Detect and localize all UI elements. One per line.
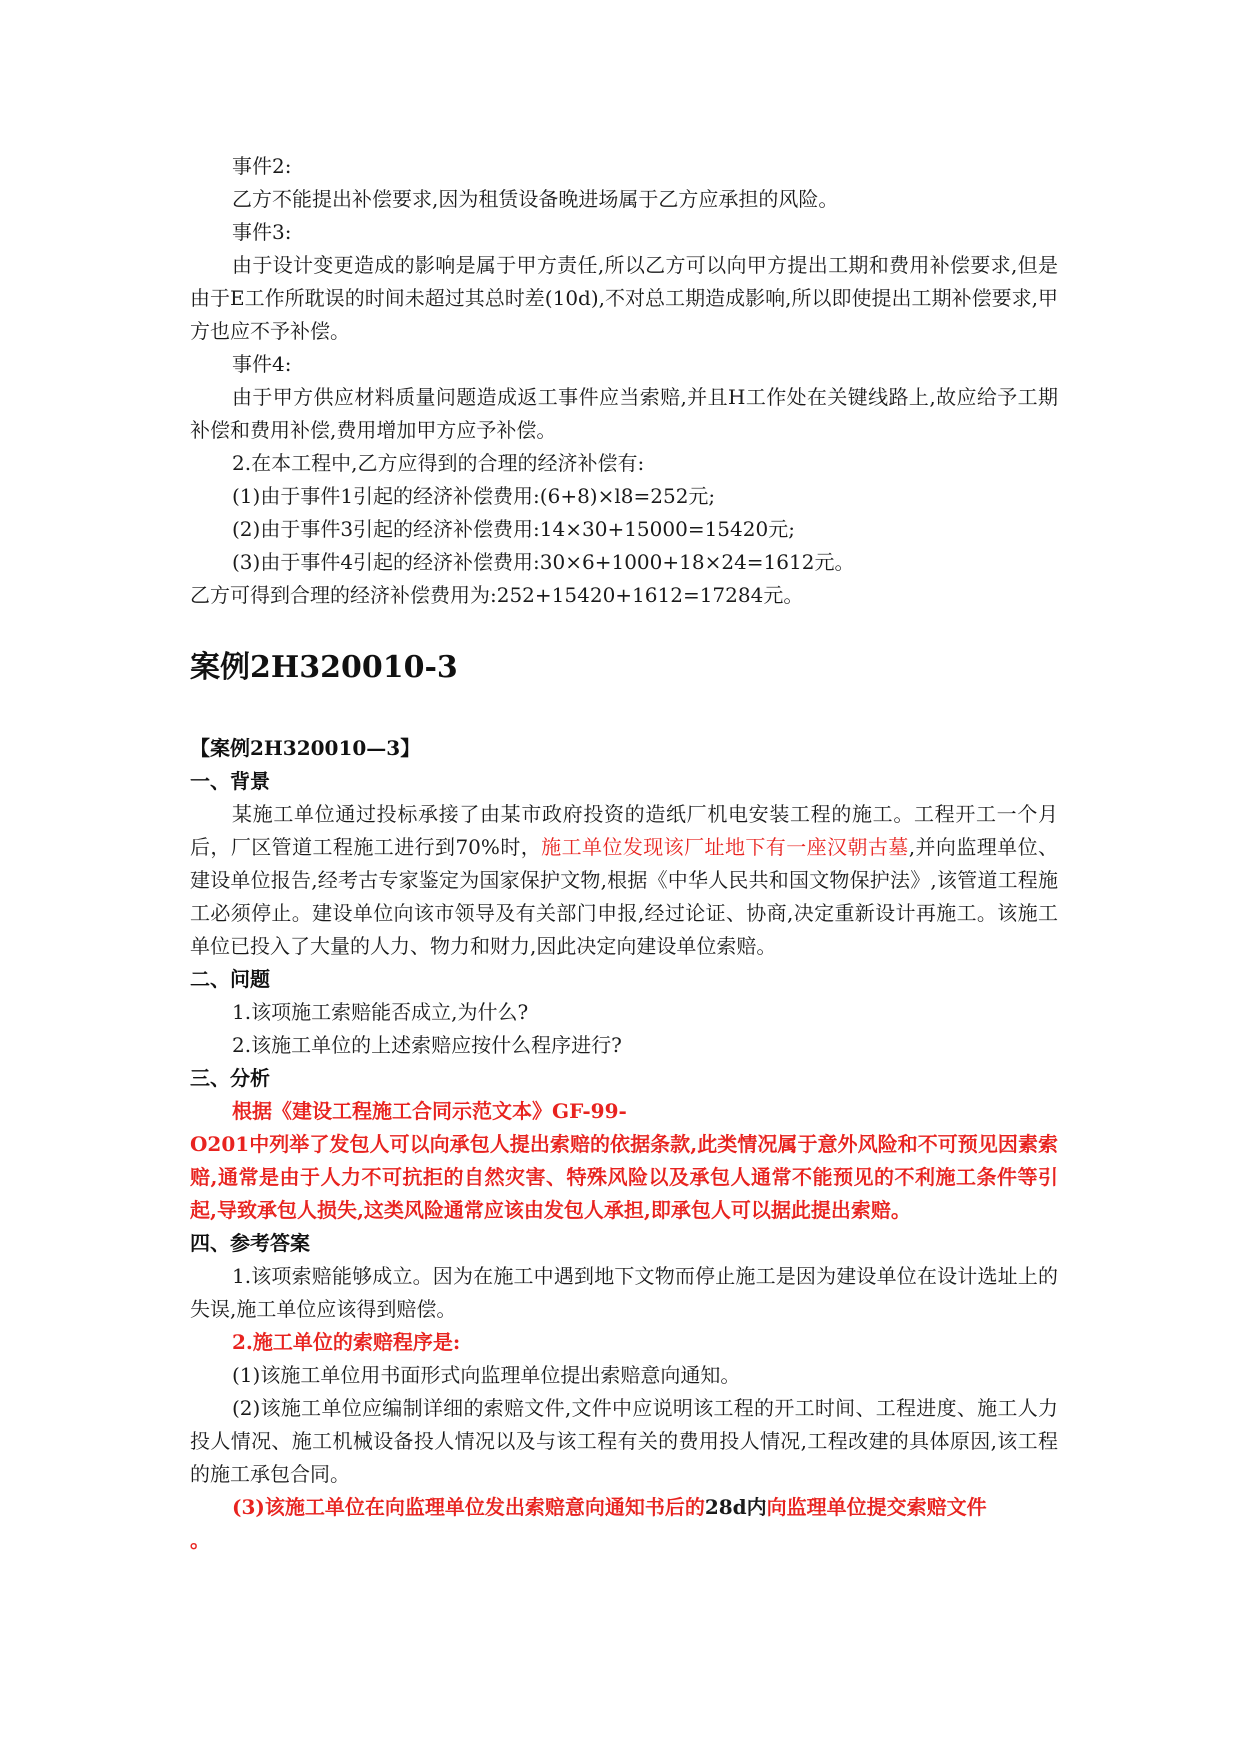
- event2-label: 事件2:: [232, 154, 292, 178]
- compensation-item-1: (1)由于事件1引起的经济补偿费用:(6+8)×l8=252元;: [232, 484, 716, 508]
- compensation-total: 乙方可得到合理的经济补偿费用为:252+15420+1612=17284元。: [190, 583, 804, 607]
- question2-intro: 2.在本工程中,乙方应得到的合理的经济补偿有:: [232, 451, 645, 475]
- answer-2-step-1: (1)该施工单位用书面形式向监理单位提出索赔意向通知。: [232, 1363, 741, 1387]
- background-text-2: ,并向监理单位、建设单位报告,经考古专家鉴定为国家保护文物,根据《中华人民共和国文物保护法》,该管道工程施工必须停止。建设单位向该市领导及有关部门申报,经过论证、协商,决定重新设计再施工。该施工单位已投入了大量的人力、物力和财力,因此决定向建设单位索赔。: [190, 835, 1059, 958]
- answer-1: 1.该项索赔能够成立。因为在施工中遇到地下文物而停止施工是因为建设单位在设计选址上的失误,施工单位应该得到赔偿。: [190, 1264, 1058, 1321]
- section-questions-heading: 二、问题: [190, 967, 270, 991]
- section-answers-heading: 四、参考答案: [190, 1231, 310, 1255]
- event3-label: 事件3:: [232, 220, 292, 244]
- section-analysis-heading: 三、分析: [190, 1066, 270, 1090]
- background-highlight: 施工单位发现该厂址地下有一座汉朝古墓: [541, 835, 909, 859]
- step3-text-1: (3)该施工单位在向监理单位发出索赔意向通知书后的: [232, 1495, 705, 1519]
- compensation-item-3: (3)由于事件4引起的经济补偿费用:30×6+1000+18×24=1612元。: [232, 550, 855, 574]
- event2-text: 乙方不能提出补偿要求,因为租赁设备晚进场属于乙方应承担的风险。: [232, 187, 839, 211]
- event4-label: 事件4:: [232, 352, 292, 376]
- question-2: 2.该施工单位的上述索赔应按什么程序进行?: [232, 1033, 622, 1057]
- analysis-text: O201中列举了发包人可以向承包人提出索赔的依据条款,此类情况属于意外风险和不可预见因素索赔,通常是由于人力不可抗拒的自然灾害、特殊风险以及承包人通常不能预见的不利施工条件等引起,导致承包人损失,这类风险通常应该由发包人承担,即承包人可以据此提出索赔。: [190, 1132, 1058, 1222]
- section-background-heading: 一、背景: [190, 769, 270, 793]
- step3-text-2: 向监理单位提交索赔文件: [766, 1495, 987, 1519]
- background-paragraph: [190, 798, 1058, 963]
- analysis-line-1: 根据《建设工程施工合同示范文本》GF-99-: [232, 1099, 627, 1123]
- answer-2-heading: 2.施工单位的索赔程序是:: [232, 1330, 461, 1354]
- case-title: 案例2H320010-3: [190, 650, 458, 685]
- answer-2-step-3: [190, 1491, 1058, 1524]
- case-bracket-title: 【案例2H320010—3】: [190, 736, 421, 760]
- question-1: 1.该项施工索赔能否成立,为什么?: [232, 1000, 529, 1024]
- compensation-item-2: (2)由于事件3引起的经济补偿费用:14×30+15000=15420元;: [232, 517, 795, 541]
- step3-period: 。: [190, 1528, 210, 1552]
- event4-text: 由于甲方供应材料质量问题造成返工事件应当索赔,并且H工作处在关键线路上,故应给予工期补偿和费用补偿,费用增加甲方应予补偿。: [190, 385, 1058, 442]
- step3-deadline: 28d内: [704, 1495, 767, 1519]
- background-text-1: 某施工单位通过投标承接了由某市政府投资的造纸厂机电安装工程的施工。工程开工一个月后，厂区管道工程施工进行到70%时，: [190, 802, 1058, 859]
- event3-text: 由于设计变更造成的影响是属于甲方责任,所以乙方可以向甲方提出工期和费用补偿要求,但是由于E工作所耽误的时间未超过其总时差(10d),不对总工期造成影响,所以即使提出工期补偿要求,甲方也应不予补偿。: [190, 253, 1058, 343]
- answer-2-step-2: (2)该施工单位应编制详细的索赔文件,文件中应说明该工程的开工时间、工程进度、施工人力投人情况、施工机械设备投人情况以及与该工程有关的费用投人情况,工程改建的具体原因,该工程的施工承包合同。: [190, 1396, 1058, 1486]
- document-page: [190, 150, 1058, 1557]
